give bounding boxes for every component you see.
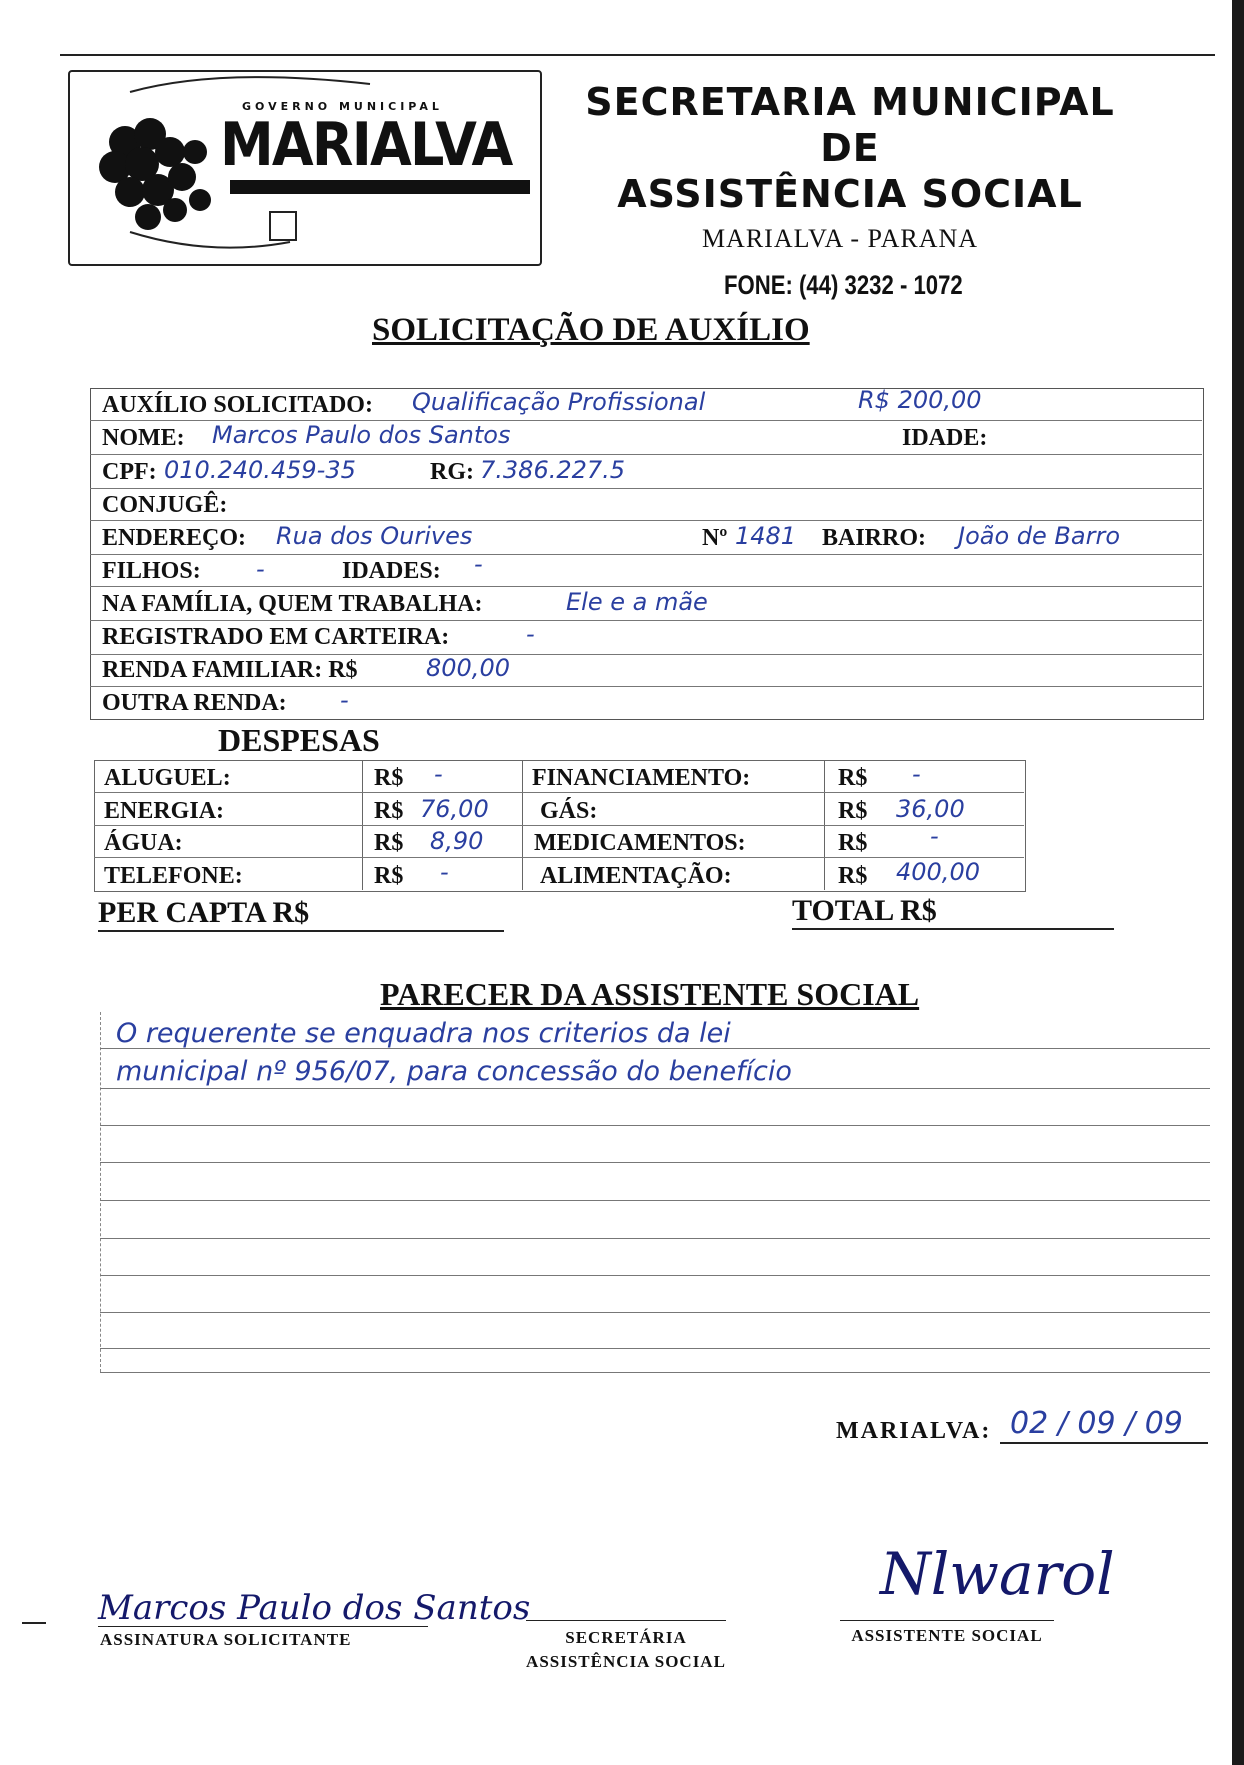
row-divider <box>90 454 1202 455</box>
filhos-value: - <box>256 555 265 583</box>
expense-label: ENERGIA: <box>104 798 225 824</box>
expense-value: 36,00 <box>896 795 965 823</box>
row-divider <box>90 686 1202 687</box>
solicitante-label: ASSINATURA SOLICITANTE <box>100 1630 352 1649</box>
expense-value: 8,90 <box>430 827 484 855</box>
total-line <box>792 928 1114 930</box>
parecer-line <box>100 1125 1210 1126</box>
signature-line <box>98 1626 428 1627</box>
auxilio-value: Qualificação Profissional <box>412 388 706 416</box>
date-label: MARIALVA: <box>836 1418 992 1444</box>
signature-line <box>840 1620 1054 1621</box>
parecer-line <box>100 1088 1210 1089</box>
auxilio-label: AUXÍLIO SOLICITADO: <box>102 392 373 418</box>
cpf-label: CPF: <box>102 459 157 485</box>
currency-label: R$ <box>838 765 868 791</box>
parecer-line <box>100 1372 1210 1373</box>
row-divider <box>94 825 1024 826</box>
renda-label: RENDA FAMILIAR: R$ <box>102 657 358 683</box>
header-line-2: DE <box>820 126 880 170</box>
form-title: SOLICITAÇÃO DE AUXÍLIO <box>372 312 810 348</box>
expense-label: TELEFONE: <box>104 863 243 889</box>
filhos-label: FILHOS: <box>102 558 201 584</box>
trabalha-value: Ele e a mãe <box>566 588 708 616</box>
expense-label: ALIMENTAÇÃO: <box>540 863 732 889</box>
parecer-line <box>100 1348 1210 1349</box>
parecer-title: PARECER DA ASSISTENTE SOCIAL <box>380 976 920 1012</box>
endereco-label: ENDEREÇO: <box>102 525 247 551</box>
header-line-1: SECRETARIA MUNICIPAL <box>585 80 1115 124</box>
bairro-value: João de Barro <box>958 522 1120 550</box>
parecer-line <box>100 1200 1210 1201</box>
parecer-line-1: O requerente se enquadra nos criterios da lei <box>116 1018 731 1049</box>
logo-name: MARIALVA <box>220 110 512 180</box>
cpf-value: 010.240.459-35 <box>164 456 356 484</box>
expense-label: MEDICAMENTOS: <box>534 830 746 856</box>
currency-label: R$ <box>374 863 404 889</box>
currency-label: R$ <box>374 765 404 791</box>
currency-label: R$ <box>838 863 868 889</box>
per-capta-line <box>98 930 504 932</box>
parecer-line <box>100 1312 1210 1313</box>
secretaria-label-1: SECRETÁRIA <box>565 1628 687 1647</box>
date-line <box>1000 1442 1208 1444</box>
top-rule <box>60 54 1215 56</box>
row-divider <box>90 620 1202 621</box>
currency-label: R$ <box>838 798 868 824</box>
outra-renda-value: - <box>340 686 349 714</box>
date-value: 02 / 09 / 09 <box>1010 1406 1183 1441</box>
header-phone: FONE: (44) 3232 - 1072 <box>724 270 963 300</box>
nome-value: Marcos Paulo dos Santos <box>212 421 511 449</box>
despesas-title: DESPESAS <box>218 722 380 758</box>
scan-mark <box>22 1622 46 1624</box>
row-divider <box>90 488 1202 489</box>
secretaria-label-2: ASSISTÊNCIA SOCIAL <box>526 1652 726 1671</box>
nome-label: NOME: <box>102 425 185 451</box>
outra-renda-label: OUTRA RENDA: <box>102 690 287 716</box>
row-divider <box>90 520 1202 521</box>
renda-value: 800,00 <box>426 654 510 682</box>
expense-value: - <box>440 858 449 886</box>
parecer-line <box>100 1048 1210 1049</box>
assistente-label: ASSISTENTE SOCIAL <box>851 1626 1043 1645</box>
bairro-label: BAIRRO: <box>822 525 927 551</box>
per-capta-label: PER CAPTA R$ <box>98 896 310 929</box>
numero-value: 1481 <box>735 522 797 550</box>
assistente-signature: Nlwarol <box>880 1540 1115 1608</box>
expense-value: - <box>434 760 443 788</box>
expense-label: ÁGUA: <box>104 830 183 856</box>
scan-edge <box>1232 0 1244 1765</box>
rg-label: RG: <box>430 459 474 485</box>
idades-label: IDADES: <box>342 558 441 584</box>
parecer-line <box>100 1238 1210 1239</box>
header-city: MARIALVA - PARANA <box>701 224 979 253</box>
parecer-line-2: municipal nº 956/07, para concessão do benefício <box>116 1056 792 1087</box>
endereco-value: Rua dos Ourives <box>276 522 473 550</box>
numero-label: Nº <box>702 525 728 551</box>
solicitante-signature: Marcos Paulo dos Santos <box>98 1588 531 1628</box>
parecer-line <box>100 1275 1210 1276</box>
row-divider <box>90 586 1202 587</box>
auxilio-amount: R$ 200,00 <box>858 386 982 414</box>
expense-value: 400,00 <box>896 858 980 886</box>
total-label: TOTAL R$ <box>792 894 937 927</box>
trabalha-label: NA FAMÍLIA, QUEM TRABALHA: <box>102 591 483 617</box>
idades-value: - <box>474 550 483 578</box>
expense-value: 76,00 <box>420 795 489 823</box>
currency-label: R$ <box>374 798 404 824</box>
rg-value: 7.386.227.5 <box>480 456 626 484</box>
row-divider <box>94 792 1024 793</box>
currency-label: R$ <box>838 830 868 856</box>
row-divider <box>94 857 1024 858</box>
registrado-label: REGISTRADO EM CARTEIRA: <box>102 624 450 650</box>
parecer-line <box>100 1162 1210 1163</box>
signature-line <box>526 1620 726 1621</box>
conjuge-label: CONJUGÊ: <box>102 492 228 518</box>
registrado-value: - <box>526 620 535 648</box>
row-divider <box>90 654 1202 655</box>
currency-label: R$ <box>374 830 404 856</box>
expense-label: ALUGUEL: <box>104 765 231 791</box>
marialva-logo <box>68 70 542 266</box>
expense-label: GÁS: <box>540 798 598 824</box>
expense-value: - <box>930 822 939 850</box>
idade-label: IDADE: <box>902 425 988 451</box>
header-line-3: ASSISTÊNCIA SOCIAL <box>617 172 1083 216</box>
logo-top-text: GOVERNO MUNICIPAL <box>242 100 443 113</box>
expense-value: - <box>912 760 921 788</box>
expense-label: FINANCIAMENTO: <box>532 765 751 791</box>
